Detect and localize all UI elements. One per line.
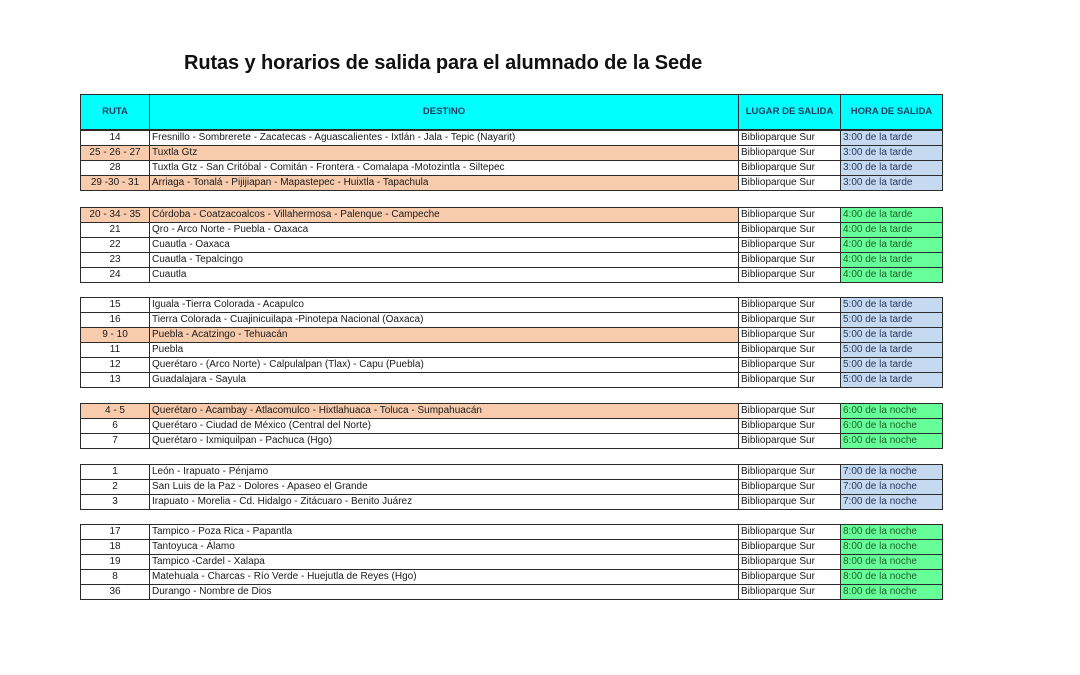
- destino-cell: Cuautla: [150, 268, 739, 283]
- ruta-cell: 24: [81, 268, 150, 283]
- lugar-cell: Biblioparque Sur: [739, 328, 841, 343]
- ruta-cell: 12: [81, 358, 150, 373]
- header-lugar: LUGAR DE SALIDA: [739, 95, 841, 130]
- table-row: [81, 434, 943, 449]
- ruta-cell: 4 - 5: [81, 404, 150, 419]
- lugar-cell: Biblioparque Sur: [739, 208, 841, 223]
- destino-cell: Arriaga - Tonalá - Pijijiapan - Mapastepec - Huixtla - Tapachula: [150, 176, 739, 191]
- hora-cell: 8:00 de la noche: [841, 555, 943, 570]
- table-row: [81, 585, 943, 600]
- table-row: [81, 238, 943, 253]
- hora-cell: 7:00 de la noche: [841, 465, 943, 480]
- hora-cell: 3:00 de la tarde: [841, 131, 943, 146]
- destino-cell: Tampico -Cardel - Xalapa: [150, 555, 739, 570]
- table-row: [81, 555, 943, 570]
- destino-cell: Querétaro - Ciudad de México (Central del Norte): [150, 419, 739, 434]
- lugar-cell: Biblioparque Sur: [739, 253, 841, 268]
- ruta-cell: 8: [81, 570, 150, 585]
- header-destino: DESTINO: [150, 95, 739, 130]
- hora-cell: 4:00 de la tarde: [841, 238, 943, 253]
- destino-cell: Querétaro - Acambay - Atlacomulco - Hixtlahuaca - Toluca - Sumpahuacán: [150, 404, 739, 419]
- destino-cell: Tuxtla Gtz: [150, 146, 739, 161]
- destino-cell: San Luis de la Paz - Dolores - Apaseo el Grande: [150, 480, 739, 495]
- hora-cell: 8:00 de la noche: [841, 525, 943, 540]
- table-row: [81, 540, 943, 555]
- lugar-cell: Biblioparque Sur: [739, 540, 841, 555]
- hora-cell: 8:00 de la noche: [841, 540, 943, 555]
- lugar-cell: Biblioparque Sur: [739, 343, 841, 358]
- ruta-cell: 11: [81, 343, 150, 358]
- lugar-cell: Biblioparque Sur: [739, 480, 841, 495]
- destino-cell: Matehuala - Charcas - Río Verde - Huejutla de Reyes (Hgo): [150, 570, 739, 585]
- destino-cell: Querétaro - Ixmiquilpan - Pachuca (Hgo): [150, 434, 739, 449]
- lugar-cell: Biblioparque Sur: [739, 570, 841, 585]
- hora-cell: 4:00 de la tarde: [841, 253, 943, 268]
- hora-cell: 3:00 de la tarde: [841, 161, 943, 176]
- destino-cell: Durango - Nombre de Dios: [150, 585, 739, 600]
- destino-cell: Iguala -Tierra Colorada - Acapulco: [150, 298, 739, 313]
- hora-cell: 5:00 de la tarde: [841, 343, 943, 358]
- destino-cell: Fresnillo - Sombrerete - Zacatecas - Aguascalientes - Ixtlán - Jala - Tepic (Nayarit): [150, 131, 739, 146]
- ruta-cell: 9 - 10: [81, 328, 150, 343]
- table-row: [81, 358, 943, 373]
- lugar-cell: Biblioparque Sur: [739, 268, 841, 283]
- hora-cell: 4:00 de la tarde: [841, 208, 943, 223]
- hora-cell: 8:00 de la noche: [841, 585, 943, 600]
- destino-cell: Córdoba - Coatzacoalcos - Villahermosa - Palenque - Campeche: [150, 208, 739, 223]
- ruta-cell: 1: [81, 465, 150, 480]
- ruta-cell: 25 - 26 - 27: [81, 146, 150, 161]
- lugar-cell: Biblioparque Sur: [739, 146, 841, 161]
- ruta-cell: 2: [81, 480, 150, 495]
- table-row: [81, 146, 943, 161]
- table-row: [81, 253, 943, 268]
- lugar-cell: Biblioparque Sur: [739, 298, 841, 313]
- destino-cell: Guadalajara - Sayula: [150, 373, 739, 388]
- hora-cell: 4:00 de la tarde: [841, 268, 943, 283]
- route-group: [80, 130, 943, 191]
- hora-cell: 5:00 de la tarde: [841, 328, 943, 343]
- table-row: [81, 465, 943, 480]
- ruta-cell: 20 - 34 - 35: [81, 208, 150, 223]
- table-row: [81, 419, 943, 434]
- hora-cell: 7:00 de la noche: [841, 480, 943, 495]
- hora-cell: 3:00 de la tarde: [841, 176, 943, 191]
- table-row: [81, 298, 943, 313]
- lugar-cell: Biblioparque Sur: [739, 419, 841, 434]
- ruta-cell: 29 -30 - 31: [81, 176, 150, 191]
- destino-cell: Puebla - Acatzingo - Tehuacán: [150, 328, 739, 343]
- lugar-cell: Biblioparque Sur: [739, 358, 841, 373]
- hora-cell: 6:00 de la noche: [841, 434, 943, 449]
- lugar-cell: Biblioparque Sur: [739, 585, 841, 600]
- header-hora: HORA DE SALIDA: [841, 95, 943, 130]
- destino-cell: Tampico - Poza Rica - Papantla: [150, 525, 739, 540]
- hora-cell: 7:00 de la noche: [841, 495, 943, 510]
- table-row: [81, 525, 943, 540]
- table-row: [81, 480, 943, 495]
- destino-cell: Tuxtla Gtz - San Critóbal - Comitán - Frontera - Comalapa -Motozintla - Siltepec: [150, 161, 739, 176]
- table-row: [81, 495, 943, 510]
- lugar-cell: Biblioparque Sur: [739, 404, 841, 419]
- hora-cell: 5:00 de la tarde: [841, 313, 943, 328]
- hora-cell: 5:00 de la tarde: [841, 358, 943, 373]
- destino-cell: Cuautla - Oaxaca: [150, 238, 739, 253]
- route-group: [80, 403, 943, 449]
- table-row: [81, 161, 943, 176]
- table-row: [81, 268, 943, 283]
- ruta-cell: 17: [81, 525, 150, 540]
- destino-cell: León - Irapuato - Pénjamo: [150, 465, 739, 480]
- table-header: [80, 94, 943, 130]
- hora-cell: 6:00 de la noche: [841, 404, 943, 419]
- ruta-cell: 13: [81, 373, 150, 388]
- table-row: [81, 176, 943, 191]
- lugar-cell: Biblioparque Sur: [739, 434, 841, 449]
- table-row: [81, 208, 943, 223]
- hora-cell: 5:00 de la tarde: [841, 298, 943, 313]
- lugar-cell: Biblioparque Sur: [739, 223, 841, 238]
- lugar-cell: Biblioparque Sur: [739, 525, 841, 540]
- table-row: [81, 570, 943, 585]
- hora-cell: 5:00 de la tarde: [841, 373, 943, 388]
- ruta-cell: 3: [81, 495, 150, 510]
- hora-cell: 4:00 de la tarde: [841, 223, 943, 238]
- table-row: [81, 313, 943, 328]
- lugar-cell: Biblioparque Sur: [739, 495, 841, 510]
- lugar-cell: Biblioparque Sur: [739, 313, 841, 328]
- destino-cell: Tantoyuca - Álamo: [150, 540, 739, 555]
- lugar-cell: Biblioparque Sur: [739, 238, 841, 253]
- table-row: [81, 223, 943, 238]
- ruta-cell: 14: [81, 131, 150, 146]
- lugar-cell: Biblioparque Sur: [739, 465, 841, 480]
- route-group: [80, 524, 943, 600]
- header-ruta: RUTA: [81, 95, 150, 130]
- ruta-cell: 22: [81, 238, 150, 253]
- ruta-cell: 7: [81, 434, 150, 449]
- destino-cell: Qro - Arco Norte - Puebla - Oaxaca: [150, 223, 739, 238]
- hora-cell: 8:00 de la noche: [841, 570, 943, 585]
- lugar-cell: Biblioparque Sur: [739, 555, 841, 570]
- ruta-cell: 16: [81, 313, 150, 328]
- table-row: [81, 343, 943, 358]
- table-row: [81, 131, 943, 146]
- route-group: [80, 207, 943, 283]
- destino-cell: Cuautla - Tepalcingo: [150, 253, 739, 268]
- ruta-cell: 6: [81, 419, 150, 434]
- hora-cell: 3:00 de la tarde: [841, 146, 943, 161]
- table-row: [81, 404, 943, 419]
- ruta-cell: 21: [81, 223, 150, 238]
- hora-cell: 6:00 de la noche: [841, 419, 943, 434]
- destino-cell: Tierra Colorada - Cuajinicuilapa -Pinotepa Nacional (Oaxaca): [150, 313, 739, 328]
- table-row: [81, 328, 943, 343]
- table-row: [81, 373, 943, 388]
- ruta-cell: 36: [81, 585, 150, 600]
- route-group: [80, 297, 943, 388]
- lugar-cell: Biblioparque Sur: [739, 131, 841, 146]
- ruta-cell: 19: [81, 555, 150, 570]
- ruta-cell: 15: [81, 298, 150, 313]
- lugar-cell: Biblioparque Sur: [739, 161, 841, 176]
- lugar-cell: Biblioparque Sur: [739, 373, 841, 388]
- destino-cell: Querétaro - (Arco Norte) - Calpulalpan (Tlax) - Capu (Puebla): [150, 358, 739, 373]
- ruta-cell: 23: [81, 253, 150, 268]
- destino-cell: Irapuato - Morelia - Cd. Hidalgo - Zitácuaro - Benito Juárez: [150, 495, 739, 510]
- destino-cell: Puebla: [150, 343, 739, 358]
- page-title: Rutas y horarios de salida para el alumnado de la Sede: [184, 52, 703, 74]
- ruta-cell: 18: [81, 540, 150, 555]
- lugar-cell: Biblioparque Sur: [739, 176, 841, 191]
- route-group: [80, 464, 943, 510]
- ruta-cell: 28: [81, 161, 150, 176]
